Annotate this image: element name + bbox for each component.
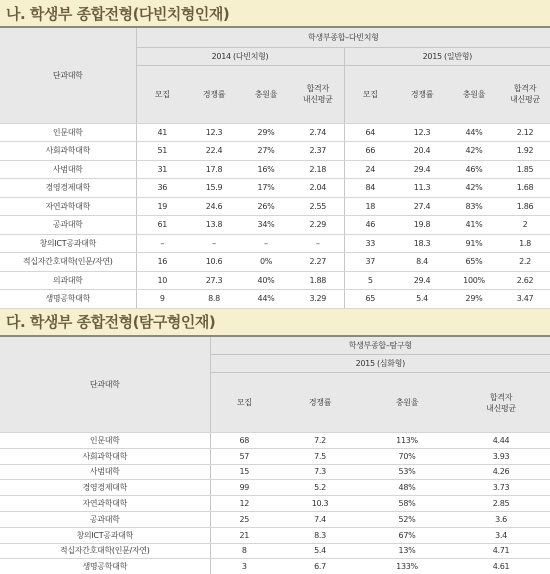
college-name: 창의ICT공과대학 (0, 527, 210, 543)
table-cell: 7.3 (278, 464, 362, 480)
college-name: 생명공학대학 (0, 559, 210, 574)
column-header: 경쟁률 (396, 65, 448, 123)
table-cell: 33 (344, 234, 396, 253)
table-cell: 18 (344, 197, 396, 216)
table-davinci (0, 26, 550, 309)
table-cell: 1.85 (500, 160, 550, 179)
section-b-title: 다. 학생부 종합전형(탐구형인재) (0, 309, 550, 335)
table-cell: 27% (240, 142, 292, 161)
table-cell: 29.4 (396, 271, 448, 290)
table-cell: 3.4 (452, 527, 550, 543)
column-header: 합격자 내신평균 (500, 65, 550, 123)
column-header: 모집 (344, 65, 396, 123)
table-cell: 15.9 (188, 179, 240, 198)
table-cell: 31 (136, 160, 188, 179)
table-cell: 2.55 (292, 197, 344, 216)
college-name: 인문대학 (0, 433, 210, 449)
table-cell: 1.68 (500, 179, 550, 198)
table-cell: 3.6 (452, 511, 550, 527)
table-cell: 29% (240, 123, 292, 142)
college-name: 사범대학 (0, 464, 210, 480)
table-row (0, 123, 550, 142)
table-cell: 8 (210, 543, 278, 559)
table-row (0, 142, 550, 161)
table-cell: – (188, 234, 240, 253)
table-row (0, 179, 550, 198)
table-cell: 2.62 (500, 271, 550, 290)
table-cell: 5.4 (278, 543, 362, 559)
column-header: 충원율 (448, 65, 500, 123)
table-cell: 3.47 (500, 290, 550, 309)
table-cell: 8.8 (188, 290, 240, 309)
table-row (0, 464, 550, 480)
table-cell: 1.86 (500, 197, 550, 216)
table-cell: 20.4 (396, 142, 448, 161)
college-name: 공과대학 (0, 511, 210, 527)
table-cell: 2.29 (292, 216, 344, 235)
table-cell: 24 (344, 160, 396, 179)
column-header: 합격자 내신평균 (452, 373, 550, 433)
table-cell: 8.4 (396, 253, 448, 272)
table-cell: 40% (240, 271, 292, 290)
table-cell: 4.26 (452, 464, 550, 480)
column-header: 충원율 (240, 65, 292, 123)
table-cell: 65% (448, 253, 500, 272)
table-cell: 1.92 (500, 142, 550, 161)
table-cell: 13.8 (188, 216, 240, 235)
table-cell: 48% (362, 480, 452, 496)
college-name: 사회과학대학 (0, 142, 136, 161)
table-tamgu (0, 335, 550, 574)
table-cell: 10.3 (278, 496, 362, 512)
college-name: 경영경제대학 (0, 179, 136, 198)
table-cell: 2.18 (292, 160, 344, 179)
college-name: 생명공학대학 (0, 290, 136, 309)
table-cell: 91% (448, 234, 500, 253)
table-cell: 44% (448, 123, 500, 142)
college-name: 사범대학 (0, 160, 136, 179)
table-cell: 12.3 (396, 123, 448, 142)
table-cell: 57 (210, 448, 278, 464)
table-cell: 3.29 (292, 290, 344, 309)
table-cell: 19.8 (396, 216, 448, 235)
table-cell: 7.4 (278, 511, 362, 527)
table-row (0, 271, 550, 290)
table-cell: 18.3 (396, 234, 448, 253)
college-name: 자연과학대학 (0, 496, 210, 512)
table-cell: 27.4 (396, 197, 448, 216)
table-cell: 4.61 (452, 559, 550, 574)
table-cell: 7.2 (278, 433, 362, 449)
table-cell: 2.74 (292, 123, 344, 142)
table-cell: 11.3 (396, 179, 448, 198)
table-cell: 2.12 (500, 123, 550, 142)
column-header: 모집 (210, 373, 278, 433)
column-header: 경쟁률 (188, 65, 240, 123)
table-cell: 15 (210, 464, 278, 480)
table-row (0, 160, 550, 179)
table-row (0, 511, 550, 527)
table-cell: – (136, 234, 188, 253)
college-name: 적십자간호대학(인문/자연) (0, 253, 136, 272)
column-header: 충원율 (362, 373, 452, 433)
table-cell: 44% (240, 290, 292, 309)
table-cell: 46% (448, 160, 500, 179)
table-cell: 52% (362, 511, 452, 527)
table-cell: 68 (210, 433, 278, 449)
table-cell: 42% (448, 142, 500, 161)
college-name: 사회과학대학 (0, 448, 210, 464)
header-college: 단과대학 (0, 336, 210, 433)
header-year-2015: 2015 (일반형) (344, 47, 550, 65)
table-cell: 3.73 (452, 480, 550, 496)
table-cell: 2.85 (452, 496, 550, 512)
table-cell: 4.71 (452, 543, 550, 559)
table-row (0, 234, 550, 253)
table-row (0, 527, 550, 543)
table-row (0, 197, 550, 216)
table-cell: 17.8 (188, 160, 240, 179)
header-group: 학생부종합–탐구형 (210, 336, 550, 355)
table-cell: 12 (210, 496, 278, 512)
table-cell: 61 (136, 216, 188, 235)
table-cell: 7.5 (278, 448, 362, 464)
table-cell: 84 (344, 179, 396, 198)
table-cell: 65 (344, 290, 396, 309)
table-cell: 83% (448, 197, 500, 216)
table-cell: 29% (448, 290, 500, 309)
table-cell: 16 (136, 253, 188, 272)
table-cell: 53% (362, 464, 452, 480)
table-cell: 36 (136, 179, 188, 198)
header-year-2014: 2014 (다빈치형) (136, 47, 344, 65)
table-cell: 41% (448, 216, 500, 235)
table-cell: 34% (240, 216, 292, 235)
column-header: 경쟁률 (278, 373, 362, 433)
table-cell: 46 (344, 216, 396, 235)
table-row (0, 559, 550, 574)
table-row (0, 448, 550, 464)
table-cell: 70% (362, 448, 452, 464)
table-cell: 37 (344, 253, 396, 272)
table-cell: 5.2 (278, 480, 362, 496)
table-cell: 1.88 (292, 271, 344, 290)
table-cell: 27.3 (188, 271, 240, 290)
table-row (0, 543, 550, 559)
table-cell: 51 (136, 142, 188, 161)
column-header: 합격자 내신평균 (292, 65, 344, 123)
table-cell: 133% (362, 559, 452, 574)
section-a-title: 나. 학생부 종합전형(다빈치형인재) (0, 0, 550, 26)
table-cell: 21 (210, 527, 278, 543)
table-cell: 2.04 (292, 179, 344, 198)
table-cell: 58% (362, 496, 452, 512)
table-cell: 9 (136, 290, 188, 309)
header-college: 단과대학 (0, 27, 136, 123)
table-row (0, 216, 550, 235)
table-cell: 4.44 (452, 433, 550, 449)
table-cell: 41 (136, 123, 188, 142)
table-row (0, 290, 550, 309)
table-cell: 16% (240, 160, 292, 179)
table-cell: – (292, 234, 344, 253)
table-cell: 2.2 (500, 253, 550, 272)
college-name: 인문대학 (0, 123, 136, 142)
table-cell: 8.3 (278, 527, 362, 543)
header-group: 학생부종합–다빈치형 (136, 27, 550, 47)
table-cell: 26% (240, 197, 292, 216)
table-cell: 5 (344, 271, 396, 290)
table-cell: 3.93 (452, 448, 550, 464)
table-cell: 99 (210, 480, 278, 496)
table-cell: 2.27 (292, 253, 344, 272)
table-cell: 6.7 (278, 559, 362, 574)
table-cell: 13% (362, 543, 452, 559)
table-cell: 0% (240, 253, 292, 272)
table-cell: 29.4 (396, 160, 448, 179)
table-cell: 19 (136, 197, 188, 216)
table-cell: 24.6 (188, 197, 240, 216)
table-cell: 64 (344, 123, 396, 142)
table-row (0, 496, 550, 512)
table-cell: 42% (448, 179, 500, 198)
header-year-2015: 2015 (심화형) (210, 355, 550, 373)
table-cell: 2 (500, 216, 550, 235)
college-name: 공과대학 (0, 216, 136, 235)
table-cell: 2.37 (292, 142, 344, 161)
college-name: 경영경제대학 (0, 480, 210, 496)
table-row (0, 433, 550, 449)
college-name: 자연과학대학 (0, 197, 136, 216)
table-cell: 10 (136, 271, 188, 290)
table-cell: 5.4 (396, 290, 448, 309)
table-cell: 100% (448, 271, 500, 290)
table-cell: 3 (210, 559, 278, 574)
table-cell: 25 (210, 511, 278, 527)
college-name: 적십자간호대학(인문/자연) (0, 543, 210, 559)
table-cell: 1.8 (500, 234, 550, 253)
table-cell: 12.3 (188, 123, 240, 142)
table-cell: 67% (362, 527, 452, 543)
table-row (0, 480, 550, 496)
table-cell: – (240, 234, 292, 253)
column-header: 모집 (136, 65, 188, 123)
table-cell: 22.4 (188, 142, 240, 161)
college-name: 의과대학 (0, 271, 136, 290)
table-cell: 113% (362, 433, 452, 449)
table-cell: 17% (240, 179, 292, 198)
table-cell: 10.6 (188, 253, 240, 272)
table-row (0, 253, 550, 272)
college-name: 창의ICT공과대학 (0, 234, 136, 253)
table-cell: 66 (344, 142, 396, 161)
